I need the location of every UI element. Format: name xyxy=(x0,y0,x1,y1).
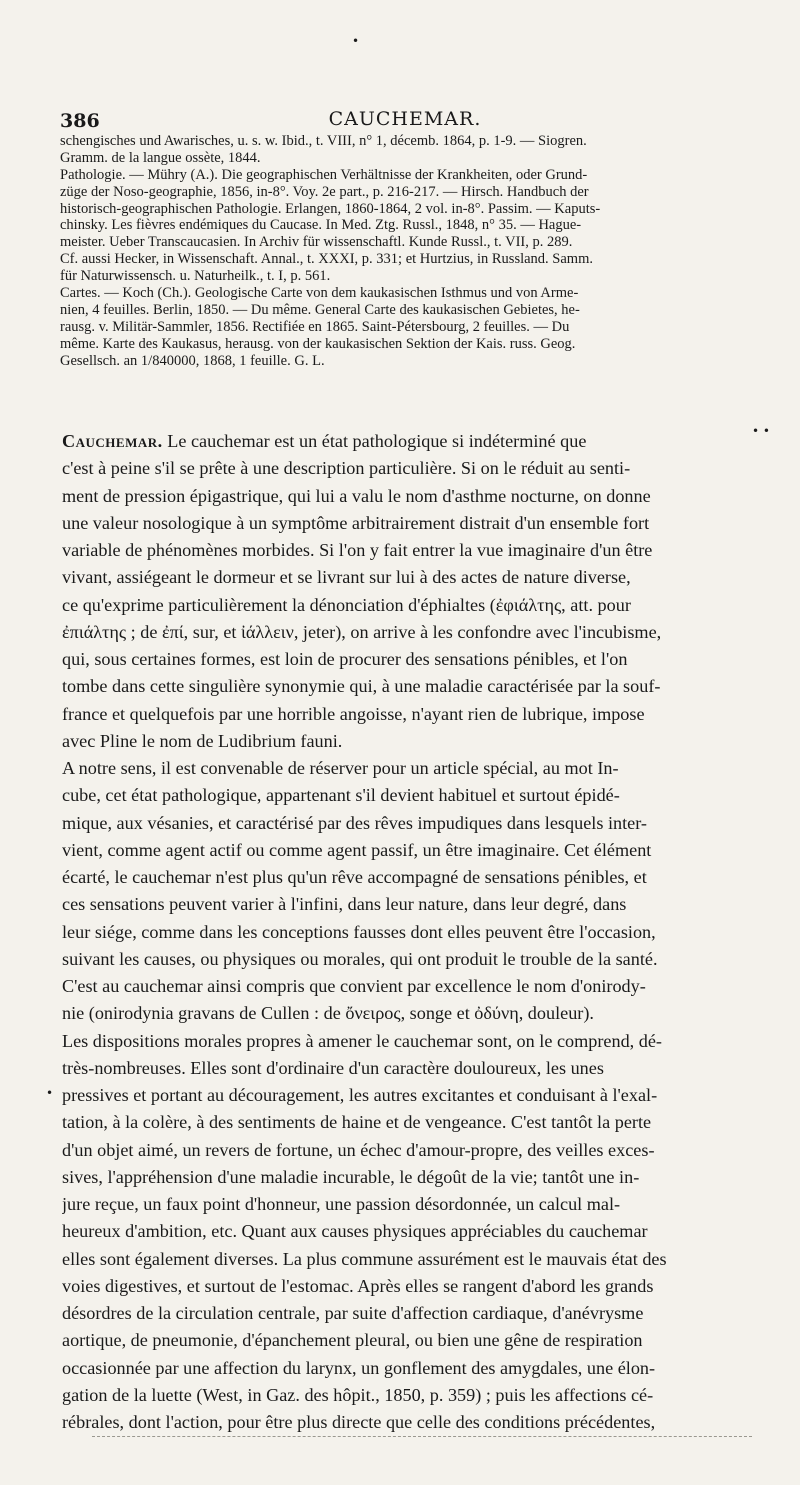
article-line: désordres de la circulation centrale, par suite d'affection cardiaque, d'anévrysme xyxy=(62,1303,644,1323)
article-line: vient, comme agent actif ou comme agent passif, un être imaginaire. Cet élément xyxy=(62,839,652,860)
bibliography-line: Gesellsch. an 1/840000, 1868, 1 feuille. G. L. xyxy=(60,352,325,369)
article-line: Les dispositions morales propres à amener le cauchemar sont, on le comprend, dé- xyxy=(62,1030,662,1051)
article-line: c'est à peine s'il se prête à une description particulière. Si on le réduit au senti- xyxy=(62,458,631,479)
bibliography-block xyxy=(60,133,740,369)
article-line: tombe dans cette singulière synonymie qui, à une maladie caractérisée par la souf- xyxy=(62,676,661,697)
article-line: très-nombreuses. Elles sont d'ordinaire d'un caractère douloureux, les unes xyxy=(62,1057,604,1078)
article-line: ment de pression épigastrique, qui lui a valu le nom d'asthme nocturne, on donne xyxy=(62,485,651,506)
article-line: ce qu'exprime particulièrement la dénonciation d'éphialtes (ἐφιάλτης, att. pour xyxy=(62,594,631,615)
bibliography-line: Pathologie. — Mühry (A.). Die geographischen Verhältnisse der Krankheiten, oder Grund- xyxy=(60,166,588,183)
article-line: heureux d'ambition, etc. Quant aux causes physiques appréciables du cauchemar xyxy=(62,1221,648,1242)
article-body xyxy=(62,428,744,1436)
margin-mark: • • xyxy=(752,424,770,438)
article-line: pressives et portant au découragement, les autres excitantes et conduisant à l'exal- xyxy=(62,1085,658,1105)
article-line: suivant les causes, ou physiques ou morales, qui ont produit le trouble de la santé. xyxy=(62,948,658,969)
article-headword: Cauchemar. xyxy=(62,431,163,451)
article-line: vivant, assiégeant le dormeur et se livrant sur lui à des actes de nature diverse, xyxy=(62,567,631,588)
article-text: Le cauchemar est un état pathologique si indéterminé que xyxy=(162,431,587,451)
article-line: voies digestives, et surtout de l'estomac. Après elles se rangent d'abord les grands xyxy=(62,1275,654,1296)
page-header xyxy=(60,108,750,134)
article-line: france et quelquefois par une horrible angoisse, n'ayant rien de lubrique, impose xyxy=(62,703,645,724)
bibliography-line: züge der Noso-geographie, 1856, in-8°. Voy. 2e part., p. 216-217. — Hirsch. Handbuch der xyxy=(60,183,589,200)
article-line: une valeur nosologique à un symptôme arbitrairement distrait d'un ensemble fort xyxy=(62,512,650,533)
article-line: mique, aux vésanies, et caractérisé par des rêves impudiques dans lesquels inter- xyxy=(62,812,647,833)
article-line: leur siége, comme dans les conceptions fausses dont elles peuvent être l'occasion, xyxy=(62,921,656,942)
article-line: gation de la luette (West, in Gaz. des hôpit., 1850, p. 359) ; puis les affections cé- xyxy=(62,1384,654,1405)
bibliography-line: meister. Ueber Transcaucasien. In Archiv für wissenschaftl. Kunde Russl., t. VII, p. 289. xyxy=(60,234,573,251)
bibliography-line: nien, 4 feuilles. Berlin, 1850. — Du même. General Carte des kaukasischen Gebietes, he- xyxy=(60,301,580,318)
article-line: rébrales, dont l'action, pour être plus directe que celle des conditions précédentes, xyxy=(62,1412,656,1432)
bibliography-line: historisch-geographischen Pathologie. Erlangen, 1860-1864, 2 vol. in-8°. Passim. — Kaputs- xyxy=(60,200,601,217)
article-line: tation, à la colère, à des sentiments de haine et de vengeance. C'est tantôt la perte xyxy=(62,1112,652,1133)
article-first-line xyxy=(62,428,744,455)
bibliography-line: rausg. v. Militär-Sammler, 1856. Rectifiée en 1865. Saint-Pétersbourg, 2 feuilles. — Du xyxy=(60,318,570,335)
bibliography-line: chinsky. Les fièvres endémiques du Caucase. In Med. Ztg. Russl., 1848, n° 35. — Hague- xyxy=(60,217,582,234)
article-line: ἐπιάλτης ; de ἐπί, sur, et ἰάλλειν, jeter), on arrive à les confondre avec l'incubisme, xyxy=(62,621,662,642)
running-title: CAUCHEMAR. xyxy=(328,108,482,130)
bibliography-line: Gramm. de la langue ossète, 1844. xyxy=(60,149,261,166)
article-line: A notre sens, il est convenable de réserver pour un article spécial, au mot In- xyxy=(62,758,619,778)
article-line: C'est au cauchemar ainsi compris que convient par excellence le nom d'onirody- xyxy=(62,976,646,996)
page-number: 386 xyxy=(60,110,100,132)
article-line: ces sensations peuvent varier à l'infini, dans leur nature, dans leur degré, dans xyxy=(62,894,627,915)
article-line: d'un objet aimé, un revers de fortune, un échec d'amour-propre, des veilles exces- xyxy=(62,1139,655,1160)
article-line: aortique, de pneumonie, d'épanchement pleural, ou bien une gêne de respiration xyxy=(62,1330,643,1351)
article-line: sives, l'appréhension d'une maladie incurable, le dégoût de la vie; tantôt une in- xyxy=(62,1166,640,1187)
margin-mark: • xyxy=(46,1086,54,1100)
article-line: jure reçue, un faux point d'honneur, une passion désordonnée, un calcul mal- xyxy=(62,1194,621,1214)
article-line: avec Pline le nom de Ludibrium fauni. xyxy=(62,730,343,751)
article-line: écarté, le cauchemar n'est plus qu'un rêve accompagné de sensations pénibles, et xyxy=(62,867,647,887)
bibliography-line: schengisches und Awarisches, u. s. w. Ibid., t. VIII, n° 1, décemb. 1864, p. 1-9. — Siogren. xyxy=(60,133,587,149)
article-line: cube, cet état pathologique, appartenant s'il devient habituel et surtout épidé- xyxy=(62,785,620,806)
article-line: elles sont également diverses. La plus commune assurément est le mauvais état des xyxy=(62,1248,667,1269)
top-mark: • xyxy=(352,34,360,48)
article-line: occasionnée par une affection du larynx, un gonflement des amygdales, une élon- xyxy=(62,1357,656,1378)
bibliography-line: für Naturwissensch. u. Naturheilk., t. I, p. 561. xyxy=(60,268,331,285)
article-line: nie (onirodynia gravans de Cullen : de ὄνειρος, songe et ὀδύνη, douleur). xyxy=(62,1003,594,1024)
bibliography-line: même. Karte des Kaukasus, herausg. von der kaukasischen Sektion der Kais. russ. Geog. xyxy=(60,335,576,352)
article-line: qui, sous certaines formes, est loin de procurer des sensations pénibles, et l'on xyxy=(62,649,628,669)
bibliography-line: Cartes. — Koch (Ch.). Geologische Carte von dem kaukasischen Isthmus und von Arme- xyxy=(60,285,579,302)
footer-rule xyxy=(92,1436,752,1437)
bibliography-line: Cf. aussi Hecker, in Wissenschaft. Annal., t. XXXI, p. 331; et Hurtzius, in Russland. Samm. xyxy=(60,251,593,268)
article-line: variable de phénomènes morbides. Si l'on y fait entrer la vue imaginaire d'un être xyxy=(62,540,653,560)
